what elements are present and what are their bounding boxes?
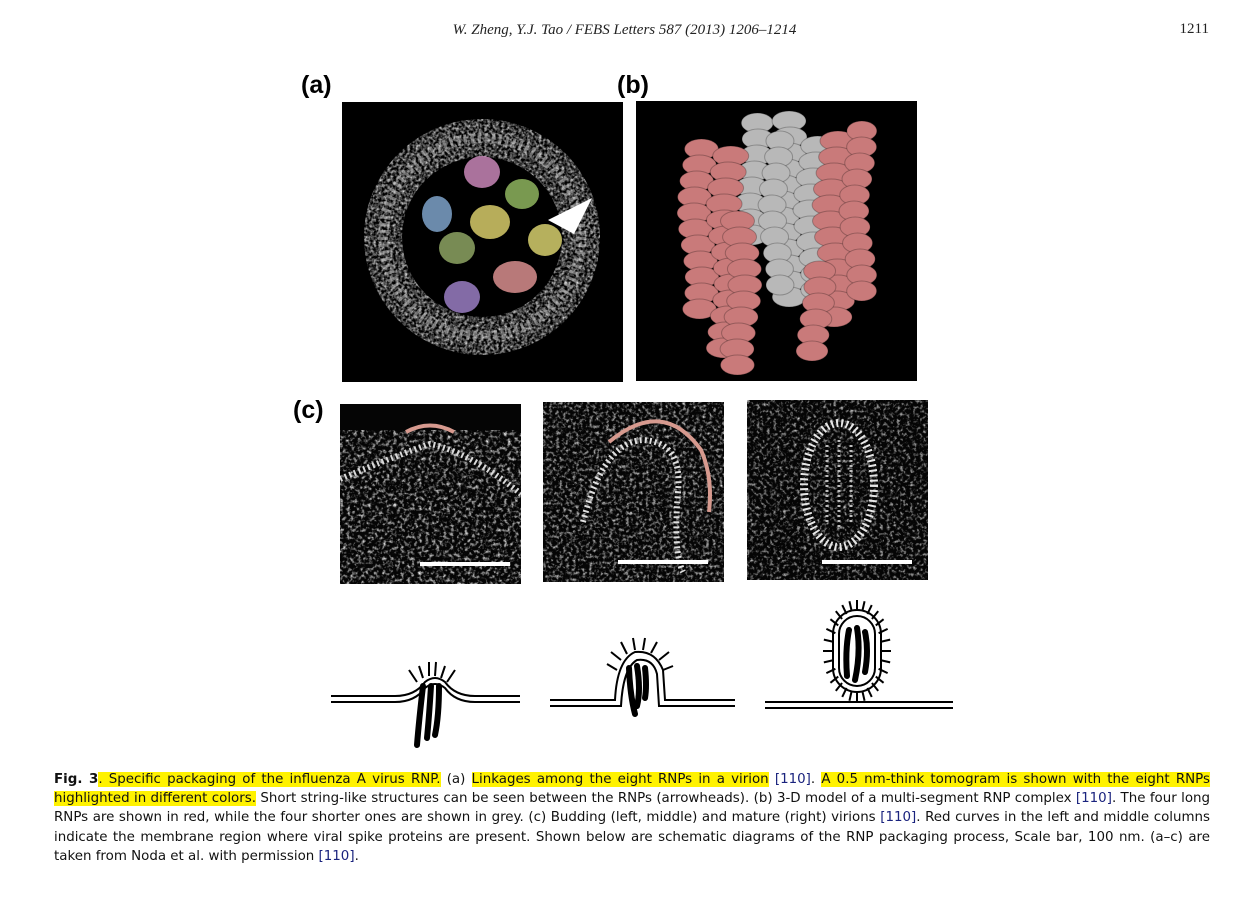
caption-title: Specific packaging of the influenza A virus RNP. [108, 772, 441, 787]
caption-part-a-text: Linkages among the eight RNPs in a virion [471, 772, 769, 787]
caption-text: . The four long RNPs are shown in red, while the four shorter ones are shown in grey. (c) Budding (left, middle) and mature (right) virions [54, 791, 1210, 826]
citation-link[interactable]: [110] [880, 810, 917, 826]
caption-highlighted-sentence: A 0.5 nm-think tomogram is shown with the eight RNPs highlighted in different colors. [54, 772, 1210, 807]
caption-part-a-label: (a) [446, 772, 466, 787]
scale-bar [618, 560, 708, 564]
page-number: 1211 [1179, 21, 1209, 37]
figure-caption: Fig. 3. Specific packaging of the influenza A virus RNP. (a) Linkages among the eight RNPs in a virion [110]. A 0.5 nm-think tomogram is shown with the eight RNPs highlighted in different colors. Short string-like structures can be seen between the RNPs (arrowheads). (b) 3-D model of a multi-segment RNP complex [110]. The four long RNPs are shown in red, while the four shorter ones are shown in grey. (c) Budding (left, middle) and mature (right) virions [110]. Red curves in the left and middle columns indicate the membrane region where viral spike proteins are present. Shown below are schematic diagrams of the RNP packaging process, Scale bar, 100 nm. (a–c) are taken from Noda et al. with permission [110]. [54, 772, 1210, 864]
schematic-mature [765, 600, 953, 708]
micrograph-budding-middle [543, 402, 724, 582]
caption-text: Short string-like structures can be seen between the RNPs (arrowheads). (b) 3-D model of a multi-segment RNP complex [260, 791, 1072, 807]
micrograph-budding-left [340, 404, 521, 584]
figure-label: Fig. 3 [54, 772, 99, 787]
caption-period: . [810, 772, 816, 787]
caption-period: . [354, 848, 359, 864]
packaging-schematic [325, 590, 965, 760]
scale-bar [822, 560, 912, 564]
citation-link[interactable]: [110] [774, 772, 811, 787]
panel-label-a: (a) [301, 71, 332, 99]
schematic-budding-middle [550, 638, 735, 714]
tomogram-image [342, 102, 623, 382]
citation-link[interactable]: [110] [318, 848, 355, 864]
running-head: W. Zheng, Y.J. Tao / FEBS Letters 587 (2013) 1206–1214 [452, 22, 797, 38]
schematic-budding-start [331, 662, 520, 745]
panel-label-b: (b) [617, 71, 649, 99]
panel-label-c: (c) [293, 396, 324, 424]
rnp-3d-model-image [636, 101, 917, 381]
citation-link[interactable]: [110] [1075, 791, 1112, 807]
micrograph-mature [747, 400, 928, 580]
scale-bar [420, 562, 510, 566]
caption-text: . Red curves in the left and middle columns indicate the membrane region where viral spike proteins are present. Shown below are schematic diagrams of the RNP packaging process, Scale bar, 100 nm. (a–c) are taken from Noda et al. with permission [54, 810, 1210, 864]
